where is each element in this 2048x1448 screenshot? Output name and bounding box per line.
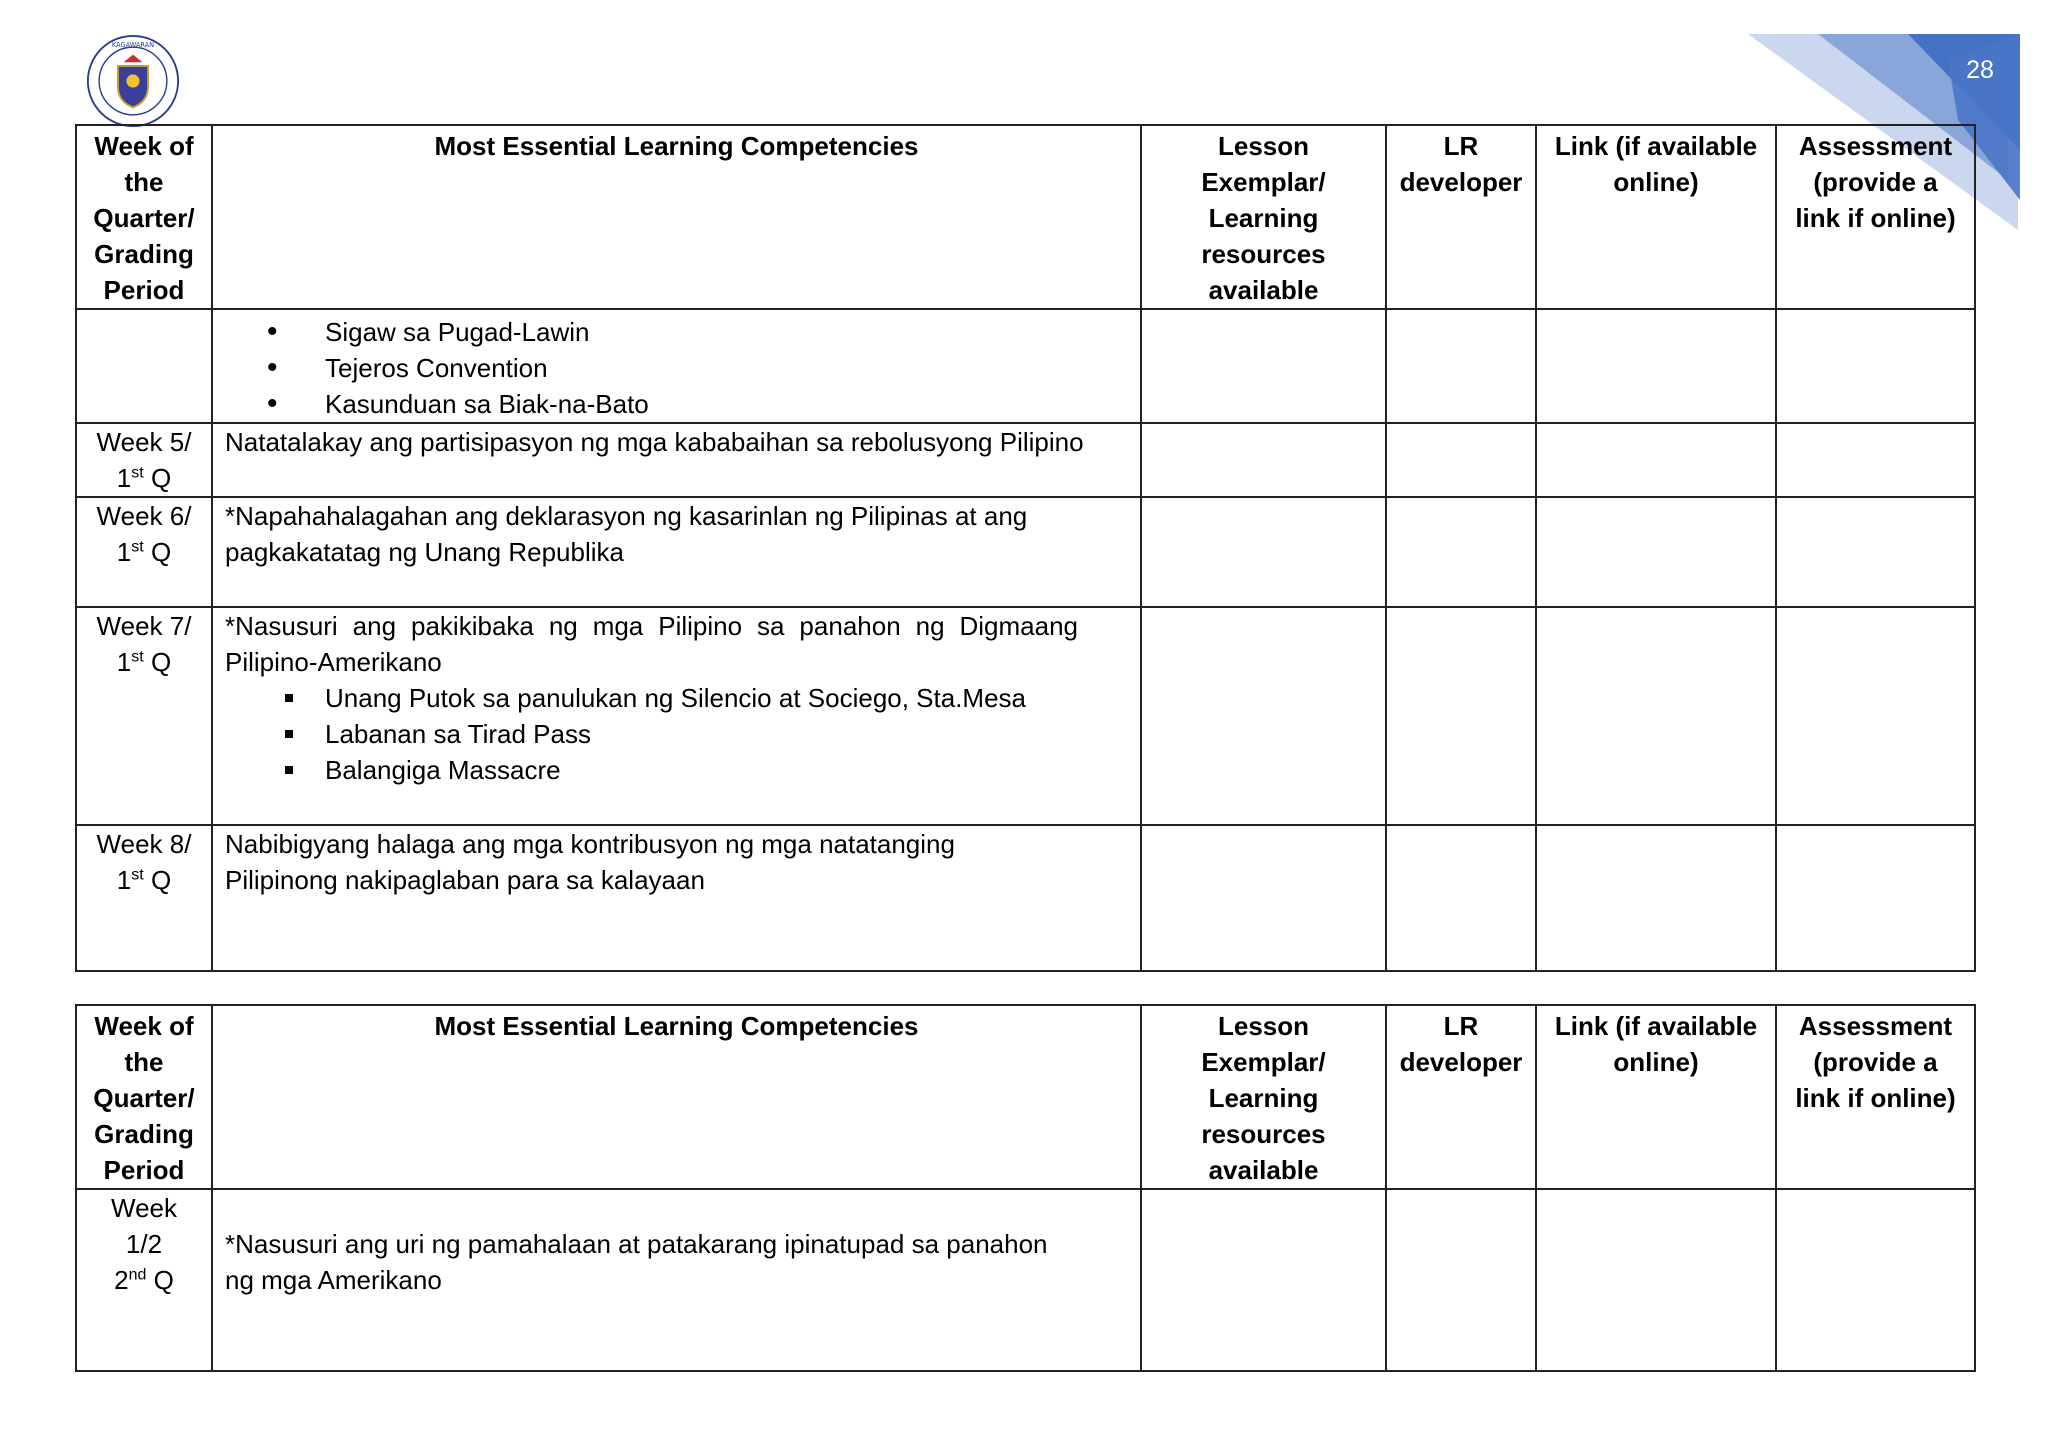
week-label: Week [111, 1193, 177, 1223]
lesson-cell [1141, 309, 1386, 423]
list-item: • Kasunduan sa Biak-na-Bato [225, 386, 1128, 422]
quarter-label: Q [153, 1265, 174, 1295]
header-lesson-exemplar: Lesson Exemplar/ Learning resources available [1141, 1005, 1386, 1189]
table-row [76, 825, 1975, 971]
table-row [76, 607, 1975, 825]
list-item: Labanan sa Tirad Pass [225, 716, 1078, 752]
quarter-ordinal: st [131, 538, 144, 556]
list-item: • Tejeros Convention [225, 350, 1128, 386]
assessment-cell [1776, 497, 1975, 607]
lr-cell [1386, 423, 1536, 497]
header-lr-developer: LR developer [1386, 1005, 1536, 1189]
table-row [76, 309, 1975, 423]
lr-cell [1386, 309, 1536, 423]
header-melc: Most Essential Learning Competencies [212, 1005, 1141, 1189]
link-cell [1536, 825, 1776, 971]
svg-text:KAGAWARAN: KAGAWARAN [111, 41, 155, 50]
competency-cell: *Napahahalagahan ang deklarasyon ng kasarinlan ng Pilipinas at ang pagkakatatag ng Unang Republika [212, 497, 1141, 607]
melc-table-2 [75, 1004, 1976, 1372]
assessment-cell [1776, 825, 1975, 971]
header-lesson-exemplar: Lesson Exemplar/ Learning resources available [1141, 125, 1386, 309]
week-cell [76, 607, 212, 825]
week-cell [76, 423, 212, 497]
quarter-label: Q [150, 865, 172, 895]
table-header-row [76, 125, 1975, 309]
week-label: Week 6/ [96, 501, 192, 531]
link-cell [1536, 607, 1776, 825]
lesson-cell [1141, 607, 1386, 825]
lesson-cell [1141, 497, 1386, 607]
week-cell [76, 309, 212, 423]
deped-seal-logo [86, 34, 180, 128]
lesson-cell [1141, 1189, 1386, 1371]
lr-cell [1386, 497, 1536, 607]
competency-cell [212, 607, 1141, 825]
quarter-number: 1 [116, 537, 132, 567]
week-label: Week 5/ [96, 427, 192, 457]
lesson-cell [1141, 825, 1386, 971]
melc-table-1 [75, 124, 1976, 972]
quarter-label: Q [150, 463, 172, 493]
lr-cell [1386, 607, 1536, 825]
link-cell [1536, 1189, 1776, 1371]
competency-cell [212, 309, 1141, 423]
assessment-cell [1776, 1189, 1975, 1371]
quarter-number: 2 [114, 1265, 129, 1295]
header-link: Link (if available online) [1536, 125, 1776, 309]
table-row [76, 1189, 1975, 1371]
quarter-ordinal: st [131, 648, 144, 666]
quarter-label: Q [150, 537, 172, 567]
week-label: Week 7/ [96, 611, 192, 641]
competency-text: *Nasusuri ang pakikibaka ng mga Pilipino sa panahon ng Digmaang Pilipino-Amerikano [225, 611, 1078, 677]
quarter-number: 1 [116, 463, 132, 493]
link-cell [1536, 309, 1776, 423]
link-cell [1536, 423, 1776, 497]
assessment-cell [1776, 309, 1975, 423]
competency-cell: Nabibigyang halaga ang mga kontribusyon ng mga natatanging Pilipinong nakipaglaban para sa kalayaan [212, 825, 1141, 971]
table-row [76, 423, 1975, 497]
lr-cell [1386, 1189, 1536, 1371]
link-cell [1536, 497, 1776, 607]
week-cell [76, 1189, 212, 1371]
week-range: 1/2 [125, 1229, 163, 1259]
list-item: • Sigaw sa Pugad-Lawin [225, 314, 1128, 350]
header-link: Link (if available online) [1536, 1005, 1776, 1189]
quarter-ordinal: st [131, 464, 144, 482]
header-week: Week of the Quarter/ Grading Period [76, 1005, 212, 1189]
list-item: Balangiga Massacre [225, 752, 1078, 788]
page-number: 28 [1966, 56, 1994, 84]
competency-cell [212, 1189, 1141, 1371]
bullet-list [225, 680, 1078, 788]
quarter-number: 1 [116, 865, 132, 895]
quarter-label: Q [150, 647, 172, 677]
header-melc: Most Essential Learning Competencies [212, 125, 1141, 309]
lr-cell [1386, 825, 1536, 971]
assessment-cell [1776, 607, 1975, 825]
table-header-row [76, 1005, 1975, 1189]
lesson-cell [1141, 423, 1386, 497]
bullet-list [225, 314, 1128, 422]
week-label: Week 8/ [96, 829, 192, 859]
week-cell [76, 497, 212, 607]
week-cell [76, 825, 212, 971]
table-row [76, 497, 1975, 607]
list-item: Unang Putok sa panulukan ng Silencio at Sociego, Sta.Mesa [225, 680, 1078, 716]
assessment-cell [1776, 423, 1975, 497]
competency-text: *Nasusuri ang uri ng pamahalaan at patakarang ipinatupad sa panahon ng mga Amerikano [225, 1229, 1048, 1295]
header-assessment: Assessment (provide a link if online) [1776, 1005, 1975, 1189]
quarter-ordinal: st [131, 866, 144, 884]
competency-cell: Natatalakay ang partisipasyon ng mga kababaihan sa rebolusyong Pilipino [212, 423, 1141, 497]
quarter-number: 1 [116, 647, 132, 677]
quarter-ordinal: nd [128, 1266, 147, 1284]
header-week: Week of the Quarter/ Grading Period [76, 125, 212, 309]
header-assessment: Assessment (provide a link if online) [1776, 125, 1975, 309]
header-lr-developer: LR developer [1386, 125, 1536, 309]
